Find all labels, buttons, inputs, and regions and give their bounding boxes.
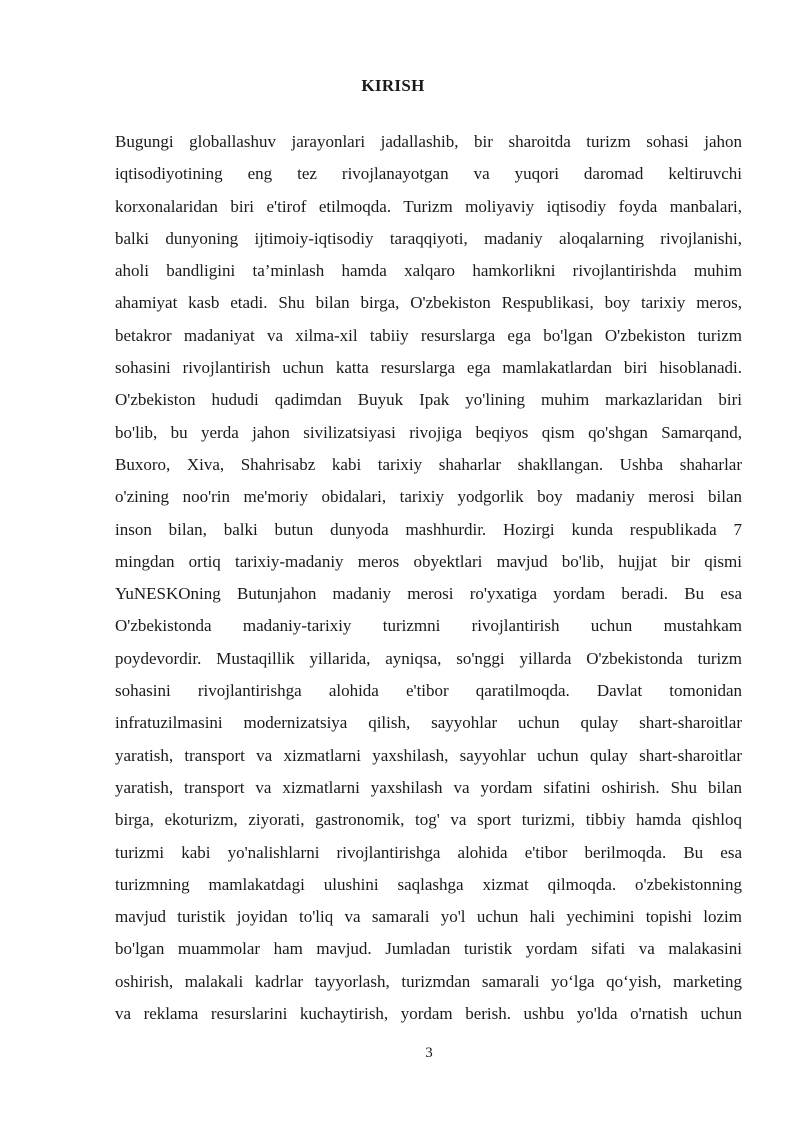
text-line: o'zining noo'rin me'moriy obidalari, tarixiy yodgorlik boy madaniy merosi bilan — [115, 487, 742, 507]
text-line: turizmi kabi yo'nalishlarni rivojlantirishga alohida e'tibor berilmoqda. Bu esa — [115, 842, 742, 862]
text-line: O'zbekistonda madaniy-tarixiy turizmni rivojlantirish uchun mustahkam — [115, 616, 742, 636]
text-line: mingdan ortiq tarixiy-madaniy meros obyektlari mavjud bo'lib, hujjat bir qismi — [115, 551, 742, 571]
page-number: 3 — [425, 1045, 433, 1061]
text-line: sohasini rivojlantirishga alohida e'tibor qaratilmoqda. Davlat tomonidan — [115, 681, 742, 701]
text-line: ahamiyat kasb etadi. Shu bilan birga, O'zbekiston Respublikasi, boy tarixiy meros, — [115, 293, 742, 313]
section-heading: KIRISH — [361, 76, 425, 95]
text-line: oshirish, malakali kadrlar tayyorlash, turizmdan samarali yo‘lga qo‘yish, marketing — [115, 971, 742, 991]
text-line: iqtisodiyotining eng tez rivojlanayotgan va yuqori daromad keltiruvchi — [115, 164, 742, 184]
text-line: balki dunyoning ijtimoiy-iqtisodiy taraqqiyoti, madaniy aloqalarning rivojlanishi, — [115, 228, 742, 248]
text-line: aholi bandligini ta’minlash hamda xalqaro hamkorlikni rivojlantirishda muhim — [115, 261, 742, 281]
text-line: bo'lib, bu yerda jahon sivilizatsiyasi rivojiga beqiyos qism qo'shgan Samarqand, — [115, 422, 742, 442]
text-line: korxonalaridan biri e'tirof etilmoqda. Turizm moliyaviy iqtisodiy foyda manbalari, — [115, 196, 742, 216]
text-line: Bugungi globallashuv jarayonlari jadallashib, bir sharoitda turizm sohasi jahon — [115, 132, 742, 151]
text-line: va reklama resurslarini kuchaytirish, yordam berish. ushbu yo'lda o'rnatish uchun — [115, 1004, 742, 1024]
text-line: mavjud turistik joyidan to'liq va samarali yo'l uchun hali yechimini topishi lozim — [115, 907, 742, 927]
text-line: inson bilan, balki butun dunyoda mashhurdir. Hozirgi kunda respublikada 7 — [115, 519, 742, 539]
body-paragraph — [115, 126, 742, 1030]
text-line: poydevordir. Mustaqillik yillarida, ayniqsa, so'nggi yillarda O'zbekistonda turizm — [115, 648, 742, 668]
text-line: betakror madaniyat va xilma-xil tabiiy resurslarga ega bo'lgan O'zbekiston turizm — [115, 325, 742, 345]
text-line: sohasini rivojlantirish uchun katta resurslarga ega mamlakatlardan biri hisoblanadi. — [115, 358, 742, 378]
text-line: YuNESKOning Butunjahon madaniy merosi ro'yxatiga yordam beradi. Bu esa — [115, 584, 742, 604]
text-line: O'zbekiston hududi qadimdan Buyuk Ipak yo'lining muhim markazlaridan biri — [115, 390, 742, 410]
text-line: yaratish, transport va xizmatlarni yaxshilash va yordam sifatini oshirish. Shu bilan — [115, 777, 742, 797]
text-line: bo'lgan muammolar ham mavjud. Jumladan turistik yordam sifati va malakasini — [115, 939, 742, 959]
text-line: birga, ekoturizm, ziyorati, gastronomik, tog' va sport turizmi, tibbiy hamda qishloq — [115, 810, 742, 830]
text-line: Buxoro, Xiva, Shahrisabz kabi tarixiy shaharlar shakllangan. Ushba shaharlar — [115, 454, 742, 474]
text-line: yaratish, transport va xizmatlarni yaxshilash, sayyohlar uchun qulay shart-sharoitlar — [115, 745, 742, 765]
text-line: turizmning mamlakatdagi ulushini saqlashga xizmat qilmoqda. o'zbekistonning — [115, 874, 742, 894]
text-line: infratuzilmasini modernizatsiya qilish, sayyohlar uchun qulay shart-sharoitlar — [115, 713, 742, 733]
